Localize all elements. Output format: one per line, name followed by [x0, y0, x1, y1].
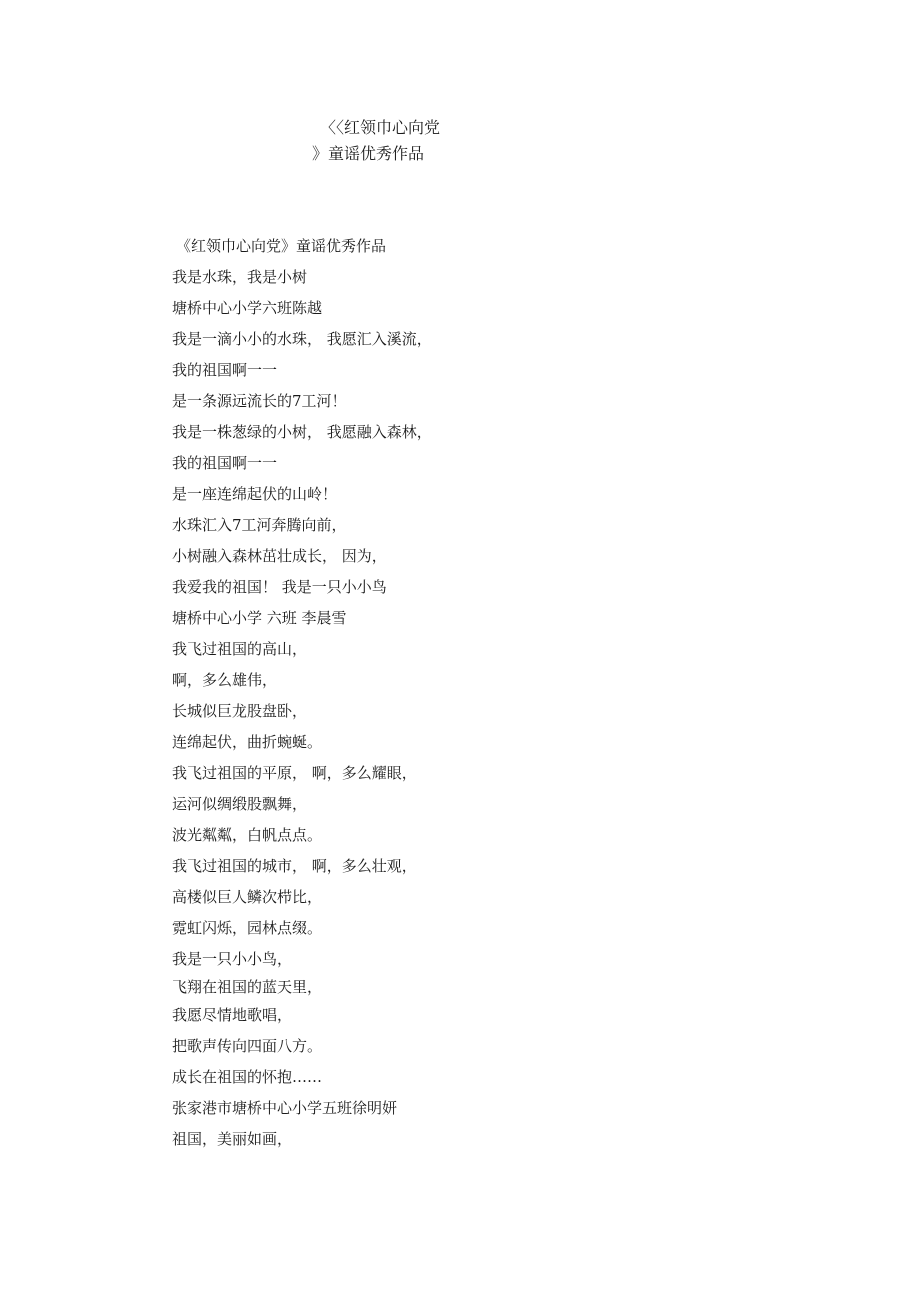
body-line: 我飞过祖国的高山， — [172, 640, 308, 658]
body-line: 《红领巾心向党》童谣优秀作品 — [176, 237, 387, 255]
document-title — [0, 115, 920, 167]
body-line: 飞翔在祖国的蓝天里， — [172, 978, 323, 996]
body-line: 塘桥中心小学 六班 李晨雪 — [172, 609, 347, 627]
body-line: 我的祖国啊一一 — [172, 454, 278, 472]
body-line: 连绵起伏，曲折蜿蜒。 — [172, 733, 323, 751]
title-line-2: 》童谣优秀作品 — [312, 144, 425, 163]
body-line: 我是一株葱绿的小树， 我愿融入森林， — [172, 423, 432, 441]
body-line: 啊，多么雄伟， — [172, 671, 278, 689]
body-line: 把歌声传向四面八方。 — [172, 1037, 323, 1055]
body-line: 我是水珠，我是小树 — [172, 268, 308, 286]
body-line: 小树融入森林茁壮成长， 因为， — [172, 547, 387, 565]
body-line: 水珠汇入7工河奔腾向前， — [172, 516, 347, 534]
body-line: 我的祖国啊一一 — [172, 361, 278, 379]
body-line: 我愿尽情地歌唱， — [172, 1006, 293, 1024]
body-line: 我是一只小小鸟， — [172, 950, 293, 968]
body-line: 成长在祖国的怀抱…… — [172, 1068, 323, 1086]
body-line: 祖国，美丽如画， — [172, 1130, 293, 1148]
body-line: 塘桥中心小学六班陈越 — [172, 299, 323, 317]
body-line: 是一条源远流长的7工河！ — [172, 392, 347, 410]
document-body — [172, 231, 872, 1155]
body-line: 我爱我的祖国！ 我是一只小小鸟 — [172, 578, 387, 596]
body-line: 我飞过祖国的城市， 啊，多么壮观， — [172, 857, 417, 875]
body-line: 我是一滴小小的水珠， 我愿汇入溪流， — [172, 330, 432, 348]
body-line: 是一座连绵起伏的山岭！ — [172, 485, 338, 503]
body-line: 霓虹闪烁，园林点缀。 — [172, 919, 323, 937]
title-line-1: 〈〈红领巾心向党 — [320, 118, 441, 137]
body-line: 高楼似巨人鳞次栉比， — [172, 888, 323, 906]
body-line: 长城似巨龙股盘卧， — [172, 702, 308, 720]
body-line: 波光粼粼，白帆点点。 — [172, 826, 323, 844]
body-line: 我飞过祖国的平原， 啊，多么耀眼， — [172, 764, 417, 782]
body-line: 运河似绸缎股飘舞， — [172, 795, 308, 813]
body-line: 张家港市塘桥中心小学五班徐明妍 — [172, 1099, 398, 1117]
